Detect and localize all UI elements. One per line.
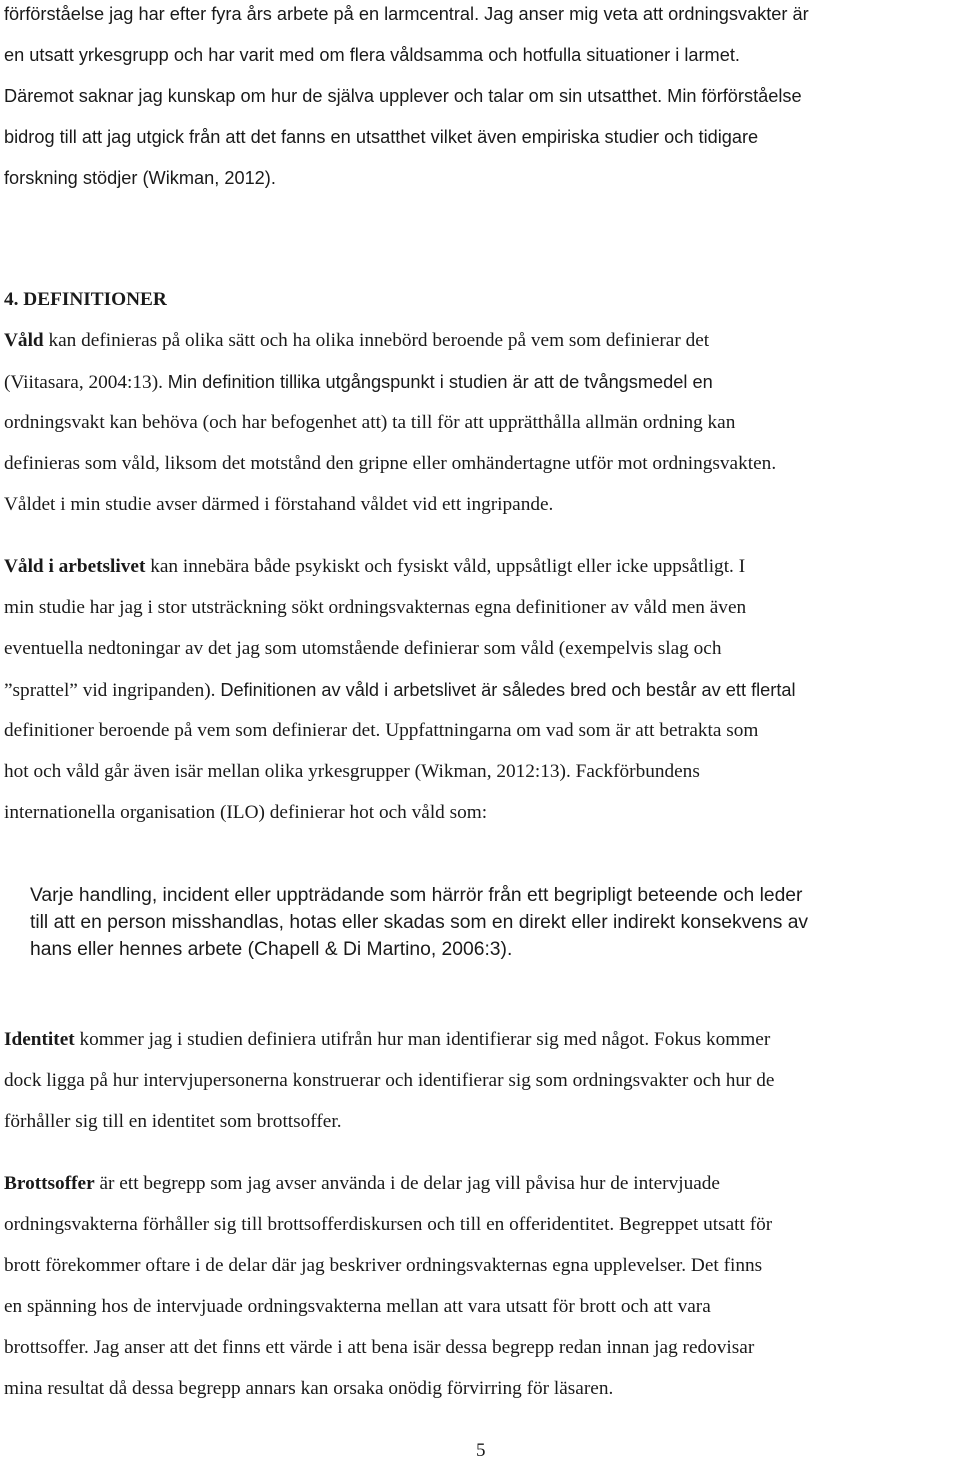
text-line: Däremot saknar jag kunskap om hur de själva upplever och talar om sin utsatthet. Min förförståelse [4, 86, 802, 106]
definition-vald-line [4, 329, 709, 353]
term-identitet: Identitet [4, 1029, 75, 1050]
definition-identitet-line [4, 1028, 770, 1052]
term-vald: Våld [4, 330, 44, 351]
text-line: brottsoffer. Jag anser att det finns ett värde i att bena isär dessa begrepp redan innan jag redovisar [4, 1337, 755, 1358]
text-line: hot och våld går även isär mellan olika yrkesgrupper (Wikman, 2012:13). Fackförbundens [4, 761, 700, 782]
text-line: brott förekommer oftare i de delar där jag beskriver ordningsvakternas egna upplevelser. Det finns [4, 1255, 763, 1276]
text-line: en utsatt yrkesgrupp och har varit med om flera våldsamma och hotfulla situationer i larmet. [4, 45, 740, 65]
definition-arbetslivet-line [4, 678, 796, 703]
term-vald-arbetslivet: Våld i arbetslivet [4, 556, 146, 577]
text-line: Våldet i min studie avser därmed i förstahand våldet vid ett ingripande. [4, 494, 554, 515]
text-span: ”sprattel” vid ingripanden). [4, 680, 221, 701]
section-heading: 4. DEFINITIONER [4, 289, 167, 310]
term-brottsoffer: Brottsoffer [4, 1173, 95, 1194]
text-line: ordningsvakterna förhåller sig till brottsofferdiskursen och till en offeridentitet. Begreppet utsatt för [4, 1214, 773, 1235]
text-line: definieras som våld, liksom det motstånd den gripne eller omhändertagne utför mot ordningsvakten. [4, 453, 777, 474]
text-span: Definitionen av våld i arbetslivet är således bred och består av ett flertal [220, 680, 796, 700]
text-span: kan definieras på olika sätt och ha olika innebörd beroende på vem som definierar det [43, 330, 710, 351]
text-span: är ett begrepp som jag avser använda i de delar jag vill påvisa hur de intervjuade [94, 1173, 720, 1194]
text-span: Min definition tillika utgångspunkt i studien är att de tvångsmedel en [167, 372, 713, 392]
text-span: kan innebära både psykiskt och fysiskt våld, uppsåtligt eller icke uppsåtligt. I [145, 556, 746, 577]
page-number: 5 [476, 1440, 486, 1461]
block-quote-line: Varje handling, incident eller uppträdande som härrör från ett begripligt beteende och leder [30, 885, 803, 906]
block-quote-line: till att en person misshandlas, hotas eller skadas som en direkt eller indirekt konsekvens av [30, 912, 809, 933]
text-line: en spänning hos de intervjuade ordningsvakterna mellan att vara utsatt för brott och att vara [4, 1296, 711, 1317]
text-line: ordningsvakt kan behöva (och har befogenhet att) ta till för att upprätthålla allmän ordning kan [4, 412, 736, 433]
text-line: definitioner beroende på vem som definierar det. Uppfattningarna om vad som är att betrakta som [4, 720, 759, 741]
text-line: dock ligga på hur intervjupersonerna konstruerar och identifierar sig som ordningsvakter och hur de [4, 1070, 775, 1091]
text-line: förförståelse jag har efter fyra års arbete på en larmcentral. Jag anser mig veta att ordningsvakter är [4, 4, 809, 24]
text-line: förhåller sig till en identitet som brottsoffer. [4, 1111, 342, 1132]
text-line: mina resultat då dessa begrepp annars kan orsaka onödig förvirring för läsaren. [4, 1378, 614, 1399]
text-line: internationella organisation (ILO) definierar hot och våld som: [4, 802, 488, 823]
text-span: kommer jag i studien definiera utifrån hur man identifierar sig med något. Fokus kommer [74, 1029, 771, 1050]
definition-vald-line [4, 370, 713, 395]
text-line: eventuella nedtoningar av det jag som utomstående definierar som våld (exempelvis slag och [4, 638, 722, 659]
definition-arbetslivet-line [4, 555, 745, 579]
text-line: forskning stödjer (Wikman, 2012). [4, 168, 276, 188]
block-quote-line: hans eller hennes arbete (Chapell & Di Martino, 2006:3). [30, 939, 513, 960]
definition-brottsoffer-line [4, 1172, 720, 1196]
citation-span: (Viitasara, 2004:13). [4, 372, 168, 393]
text-line: bidrog till att jag utgick från att det fanns en utsatthet vilket även empiriska studier och tidigare [4, 127, 759, 147]
text-line: min studie har jag i stor utsträckning sökt ordningsvakternas egna definitioner av våld men även [4, 597, 747, 618]
